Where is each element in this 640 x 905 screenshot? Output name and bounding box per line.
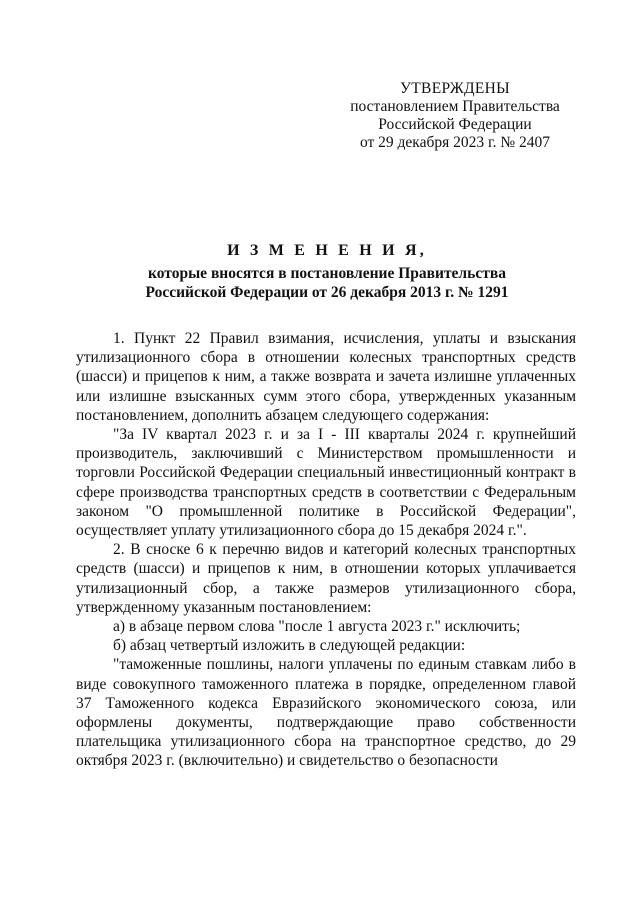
- document-title-block: [76, 241, 578, 302]
- document-body: [76, 329, 576, 771]
- approval-line-3: от 29 декабря 2023 г. № 2407: [359, 134, 551, 151]
- paragraph-item-1: 1. Пункт 22 Правил взимания, исчисления, уплаты и взыскания утилизационного сбора в отношении колесных транспортных средств (шасси) и прицепов к ним, а также возврата и зачета излишне уплаченных или излишне взысканных сумм этого сбора, утвержденных указанным постановлением, дополнить абзацем следующего содержания:: [76, 330, 576, 424]
- paragraph-item-2: 2. В сноске 6 к перечню видов и категорий колесных транспортных средств (шасси) и прицепов к ним, в отношении которых уплачивается утилизационный сбор, а также размеров утилизационного сбора, утвержденному указанным постановлением:: [76, 541, 576, 616]
- approved-label: УТВЕРЖДЕНЫ: [400, 80, 510, 97]
- paragraph-quote-1: "За IV квартал 2023 г. и за I - III кварталы 2024 г. крупнейший производитель, заключивший с Министерством промышленности и торговли Российской Федерации специальный инвестиционный контракт в сфере производства транспортных средств в соответствии с Федеральным законом "О промышленной политике в Российской Федерации", осуществляет уплату утилизационного сбора до 15 декабря 2024 г.".: [76, 426, 576, 540]
- document-subheading-line-2: Российской Федерации от 26 декабря 2013 г. № 1291: [145, 284, 509, 301]
- approval-stamp-block: [330, 80, 580, 152]
- approval-line-2: Российской Федерации: [378, 116, 532, 133]
- document-subheading-line-1: которые вносятся в постановление Правительства: [148, 265, 506, 282]
- document-heading: И З М Е Н Е Н И Я,: [227, 242, 427, 259]
- paragraph-subitem-b: б) абзац четвертый изложить в следующей редакции:: [113, 637, 466, 655]
- paragraph-quote-2: "таможенные пошлины, налоги уплачены по единым ставкам либо в виде совокупного таможенного платежа в порядке, определенном главой 37 Таможенного кодекса Евразийского экономического союза, или оформлены документы, подтверждающие право собственности плательщика утилизационного сбора на транспортное средство, до 29 октября 2023 г. (включительно) и свидетельство о безопасности: [76, 656, 576, 770]
- paragraph-subitem-a: а) в абзаце первом слова "после 1 августа 2023 г." исключить;: [113, 618, 521, 636]
- approval-line-1: постановлением Правительства: [350, 98, 560, 115]
